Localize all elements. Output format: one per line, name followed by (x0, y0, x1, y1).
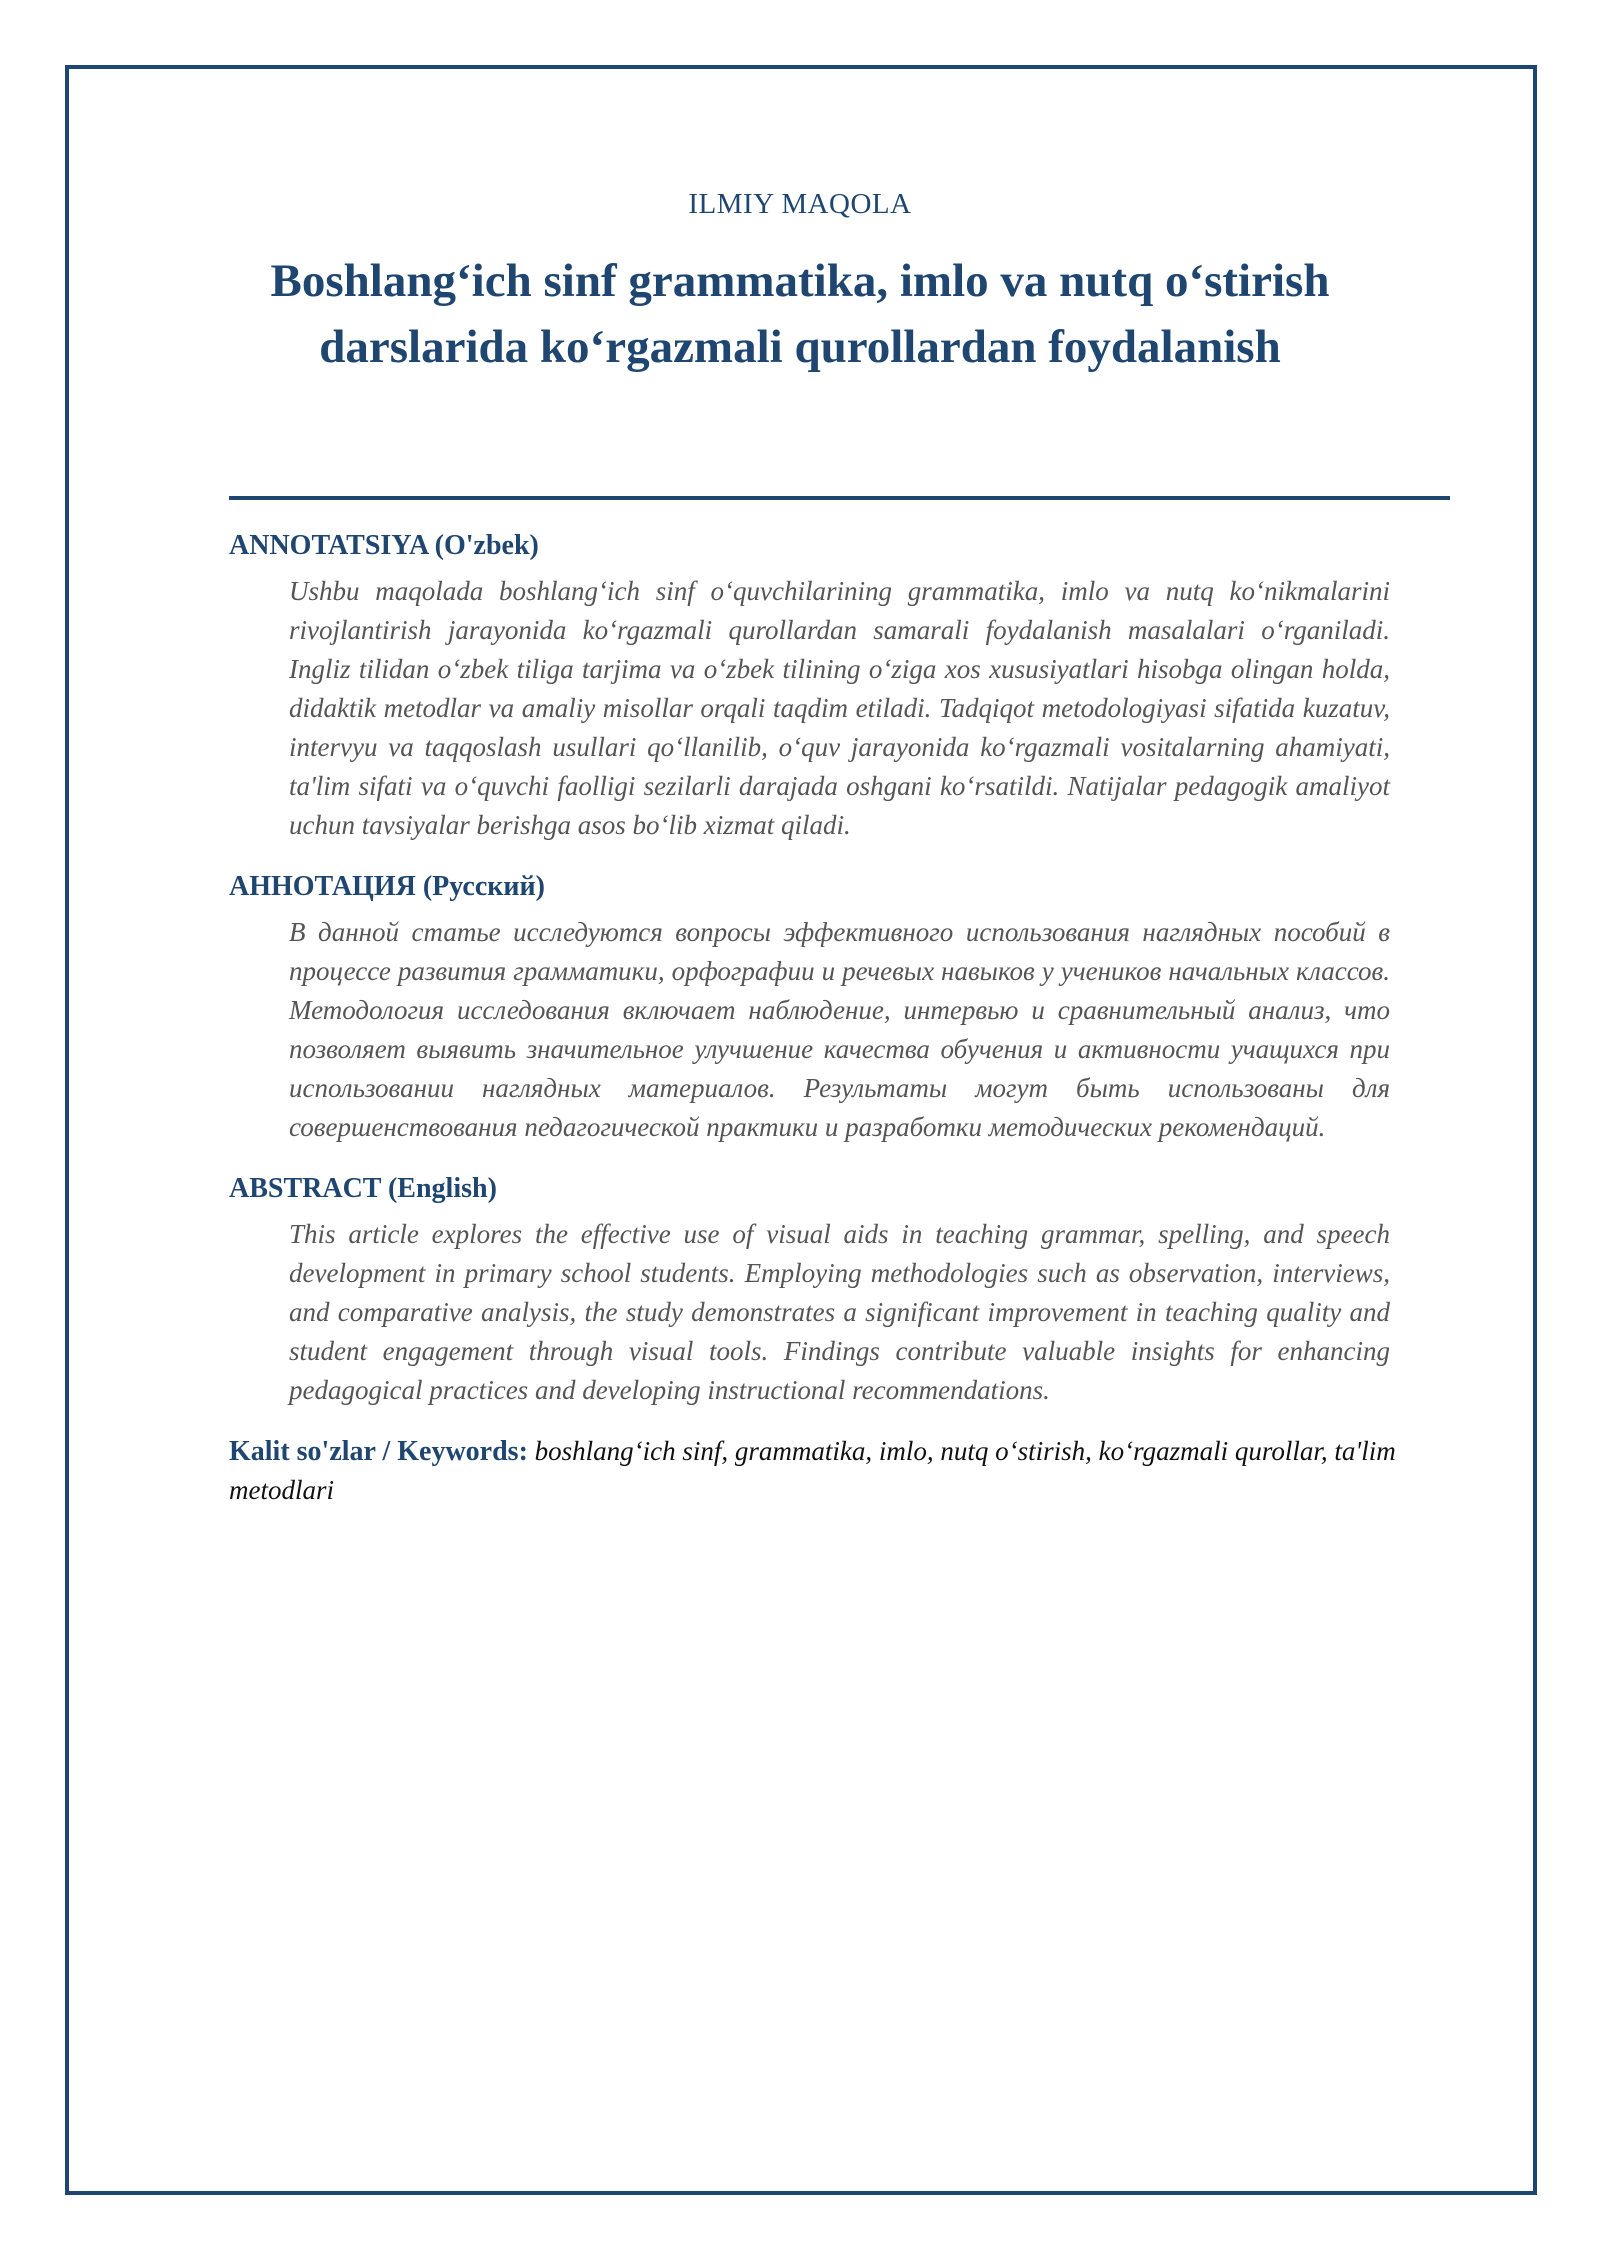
abstract-russian (229, 867, 1450, 1147)
section-body: В данной статье исследуются вопросы эффективного использования наглядных пособий в процессе развития грамматики, орфографии и речевых навыков у учеников начальных классов. Методология исследования включает наблюдение, интервью и сравнительный анализ, что позволяет выявить значительное улучшение качества обучения и активности учащихся при использовании наглядных материалов. Результаты могут быть использованы для совершенствования педагогической практики и разработки методических рекомендаций. (289, 917, 1390, 1142)
abstract-english (229, 1169, 1450, 1410)
keywords-text: boshlang‘ich sinf, grammatika, imlo, nutq o‘stirish, ko‘rgazmali qurollar, ta'lim metodlari (229, 1436, 1396, 1505)
article-title: Boshlang‘ich sinf grammatika, imlo va nutq o‘stirish darslarida ko‘rgazmali qurollardan foydalanish (270, 255, 1330, 373)
section-heading: ANNOTATSIYA (O'zbek) (229, 530, 539, 561)
keywords (229, 1432, 1450, 1509)
article-content (229, 526, 1450, 1509)
article-type-label: ILMIY MAQOLA (688, 188, 912, 220)
abstract-uzbek (229, 526, 1450, 845)
section-heading: АННОТАЦИЯ (Русский) (229, 871, 545, 902)
title-divider (229, 496, 1450, 500)
keywords-label: Kalit so'zlar / Keywords: (229, 1436, 528, 1467)
section-heading: ABSTRACT (English) (229, 1173, 497, 1204)
section-body: Ushbu maqolada boshlang‘ich sinf o‘quvchilarining grammatika, imlo va nutq ko‘nikmalarini rivojlantirish jarayonida ko‘rgazmali qurollardan samarali foydalanish masalalari o‘rganiladi. Ingliz tilidan o‘zbek tiliga tarjima va o‘zbek tilining o‘ziga xos xususiyatlari hisobga olingan holda, didaktik metodlar va amaliy misollar orqali taqdim etiladi. Tadqiqot metodologiyasi sifatida kuzatuv, intervyu va taqqoslash usullari qo‘llanilib, o‘quv jarayonida ko‘rgazmali vositalarning ahamiyati, ta'lim sifati va o‘quvchi faolligi sezilarli darajada oshgani ko‘rsatildi. Natijalar pedagogik amaliyot uchun tavsiyalar berishga asos bo‘lib xizmat qiladi. (289, 576, 1390, 840)
section-body: This article explores the effective use of visual aids in teaching grammar, spelling, and speech development in primary school students. Employing methodologies such as observation, interviews, and comparative analysis, the study demonstrates a significant improvement in teaching quality and student engagement through visual tools. Findings contribute valuable insights for enhancing pedagogical practices and developing instructional recommendations. (289, 1219, 1390, 1405)
